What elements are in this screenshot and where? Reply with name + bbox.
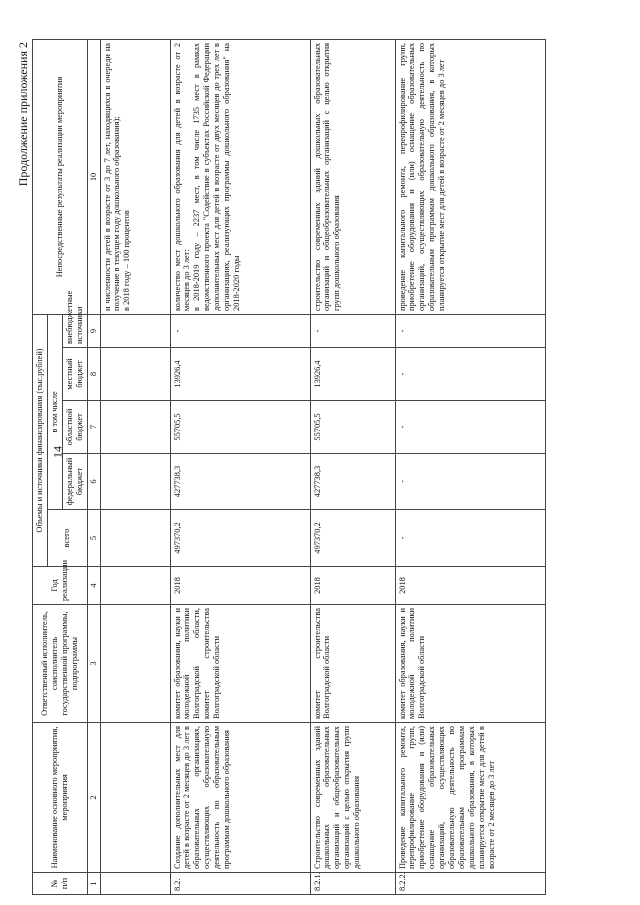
row-year xyxy=(100,567,170,605)
table-row xyxy=(170,39,310,894)
header-extra: внебюджетные источники xyxy=(62,314,87,347)
row-local xyxy=(100,348,170,401)
header-funding: Объемы и источники финансирования (тыс.рублей) xyxy=(33,314,48,566)
row-no: 8.2.1. xyxy=(310,873,395,895)
row-total xyxy=(100,510,170,567)
row-local: 13926,4 xyxy=(170,348,310,401)
continuation-title: Продолжение приложения 2 xyxy=(16,42,30,187)
row-local: - xyxy=(395,348,545,401)
row-results: строительство современных зданий дошкольных образовательных организаций и общеобразовательных организаций с целью открытия групп дошкольного образования xyxy=(310,39,395,314)
col-number: 3 xyxy=(87,605,100,723)
row-year: 2018 xyxy=(310,567,395,605)
col-number: 9 xyxy=(87,314,100,347)
header-results: Непосредственные результаты реализации мероприятия xyxy=(33,39,88,314)
header-name: Наименование основного мероприятия, мероприятия xyxy=(33,723,88,873)
row-regional: 55705,5 xyxy=(170,401,310,454)
table-row xyxy=(395,39,545,894)
row-name: Проведение капитального ремонта, перепрофилирование групп, приобретение оборудования и (или) оснащение образовательных организаций, осуществляющих образовательную деятельность по образовательным программам дошкольного образования, в которых планируется открытие мест для детей в возрасте от 2 месяцев до 3 лет xyxy=(395,723,545,873)
header-responsible: Ответственный исполнитель, соисполнитель государственной программы, подпрограммы xyxy=(33,605,88,723)
row-results: количество мест дошкольного образования для детей в возрасте от 2 месяцев до 3 лет: в 2018-2019 году – 2237 мест, в том числе 1735 мест в рамках ведомственного проекта "Содействие в субъектах Российской Федерации дополнительных мест для детей в возрасте от двух месяцев до трех лет в организациях, реализующих программы дошкольного образования" на 2018-2020 годы xyxy=(170,39,310,314)
table-row xyxy=(100,39,170,894)
row-no: 8.2.2. xyxy=(395,873,545,895)
header-incl: в том числе xyxy=(47,314,62,509)
row-federal: - xyxy=(395,454,545,510)
row-federal: 427738,3 xyxy=(170,454,310,510)
col-number: 1 xyxy=(87,873,100,895)
header-federal: федеральный бюджет xyxy=(62,454,87,510)
row-results: и численности детей в возрасте от 3 до 7 лет, находящихся в очереди на получение в текущем году дошкольного образования); в 2018 году – 100 процентов xyxy=(100,39,170,314)
row-name xyxy=(100,723,170,873)
header-year: Год реализации xyxy=(33,567,88,605)
col-number: 10 xyxy=(87,39,100,314)
row-no: 8.2. xyxy=(170,873,310,895)
table-row xyxy=(310,39,395,894)
row-year: 2018 xyxy=(395,567,545,605)
col-number: 4 xyxy=(87,567,100,605)
col-number: 2 xyxy=(87,723,100,873)
row-federal: 427738,3 xyxy=(310,454,395,510)
row-total: 497370,2 xyxy=(170,510,310,567)
program-table xyxy=(32,39,546,895)
page-number: 14 xyxy=(50,446,65,458)
row-regional xyxy=(100,401,170,454)
row-name: Строительство современных зданий дошкольных образовательных организаций и общеобразовательных организаций с целью открытия групп дошкольного образования xyxy=(310,723,395,873)
row-regional: - xyxy=(395,401,545,454)
row-no xyxy=(100,873,170,895)
header-local: местный бюджет xyxy=(62,348,87,401)
header-no: № п/п xyxy=(33,873,88,895)
row-extra: - xyxy=(310,314,395,347)
header-total: всего xyxy=(47,510,87,567)
row-total: - xyxy=(395,510,545,567)
row-local: 13926,4 xyxy=(310,348,395,401)
row-year: 2018 xyxy=(170,567,310,605)
col-number: 7 xyxy=(87,401,100,454)
col-number: 8 xyxy=(87,348,100,401)
row-regional: 55705,5 xyxy=(310,401,395,454)
row-total: 497370,2 xyxy=(310,510,395,567)
header-regional: областной бюджет xyxy=(62,401,87,454)
row-responsible: комитет строительства Волгоградской области xyxy=(310,605,395,723)
row-responsible: комитет образования, науки и молодежной политики Волгоградской области, комитет строительства Волгоградской области xyxy=(170,605,310,723)
row-federal xyxy=(100,454,170,510)
col-number: 6 xyxy=(87,454,100,510)
row-extra xyxy=(100,314,170,347)
row-extra: - xyxy=(395,314,545,347)
row-extra: - xyxy=(170,314,310,347)
column-number-row xyxy=(87,39,100,894)
row-responsible: комитет образования, науки и молодежной политики Волгоградской области xyxy=(395,605,545,723)
row-responsible xyxy=(100,605,170,723)
row-name: Создание дополнительных мест для детей в возрасте от 2 месяцев до 3 лет в образовательных организациях, осуществляющих образовательную деятельность по образовательным программам дошкольного образования xyxy=(170,723,310,873)
col-number: 5 xyxy=(87,510,100,567)
row-results: проведение капитального ремонта, перепрофилирование групп, приобретение оборудования и (или) оснащение образовательных организаций, осуществляющих образовательную деятельность по образовательным программам дошкольного образования, в которых планируется открытие мест для детей в возрасте от 2 месяцев до 3 лет xyxy=(395,39,545,314)
